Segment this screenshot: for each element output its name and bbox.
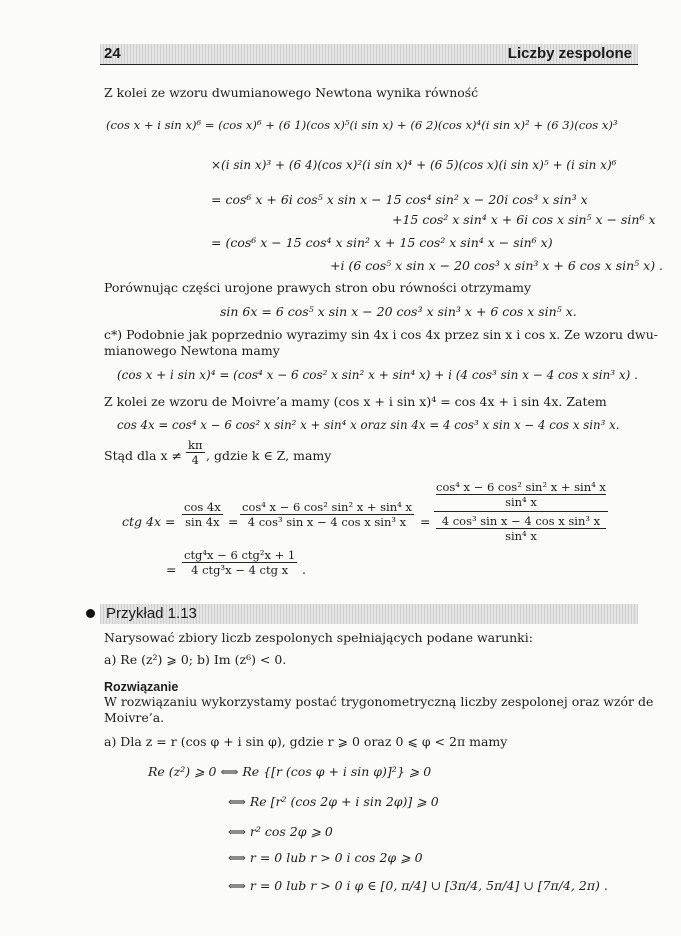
equation-line: +i (6 cos⁵ x sin x − 20 cos³ x sin³ x + 6 cos x sin⁵ x) . xyxy=(330,258,664,273)
equation-line: = (cos⁶ x − 15 cos⁴ x sin² x + 15 cos² x sin⁴ x − sin⁶ x) xyxy=(211,235,553,250)
equation-line: ⟺ r = 0 lub r > 0 i φ ∈ [0, π/4] ∪ [3π/4, 5π/4] ∪ [7π/4, 2π) . xyxy=(228,878,608,893)
period: . xyxy=(302,562,306,577)
equation-line: +15 cos² x sin⁴ x + 6i cos x sin⁵ x − sin⁶ x xyxy=(392,212,656,227)
ctg-lhs: ctg 4x = xyxy=(122,514,176,529)
solution-heading: Rozwiązanie xyxy=(104,680,179,694)
equals-sign: = xyxy=(228,514,239,529)
text-line: , gdzie k ∈ Z, mamy xyxy=(206,448,332,463)
text-line: W rozwiązaniu wykorzystamy postać trygonometryczną liczby zespolonej oraz wzór de xyxy=(104,694,654,709)
equals-sign: = xyxy=(420,514,431,529)
text-line: Z kolei ze wzoru dwumianowego Newtona wynika równość xyxy=(104,85,479,100)
text-line: Porównując części urojone prawych stron obu równości otrzymamy xyxy=(104,280,532,295)
running-header xyxy=(100,44,638,65)
equation-line: = cos⁶ x + 6i cos⁵ x sin x − 15 cos⁴ sin² x − 20i cos³ x sin³ x xyxy=(211,192,588,207)
equation-line: ⟺ r = 0 lub r > 0 i cos 2φ ⩾ 0 xyxy=(228,850,423,865)
page-number: 24 xyxy=(104,45,121,62)
equation-line: sin 6x = 6 cos⁵ x sin x − 20 cos³ x sin³ x + 6 cos x sin⁵ x. xyxy=(220,304,577,319)
compound-fraction: cos⁴ x − 6 cos² sin² x + sin⁴ x sin⁴ x 4 cos³ sin x − 4 cos x sin³ x sin⁴ x xyxy=(436,480,606,543)
fraction: $\frac{k\pi}{4}$ xyxy=(188,438,203,467)
equation-line: ⟺ r² cos 2φ ⩾ 0 xyxy=(228,824,333,839)
text-line: a) Re (z²) ⩾ 0; b) Im (z⁶) < 0. xyxy=(104,652,287,667)
fraction: $\frac{\cos 4x}{\sin 4x}$ xyxy=(184,500,221,529)
bullet-icon xyxy=(86,609,95,618)
text-line: Moivre’a. xyxy=(104,710,165,725)
fraction: ctg⁴x − 6 ctg²x + 1 4 ctg³x − 4 ctg x xyxy=(184,548,296,577)
example-label: Przykład 1.13 xyxy=(106,605,197,622)
equation-line: ⟺ Re [r² (cos 2φ + i sin 2φ)] ⩾ 0 xyxy=(228,794,439,809)
fraction: $\frac{\text{cos⁴ x − 6 cos² sin² x + sin⁴ x}}{\text{4 cos³ sin x − 4 cos x sin³ x}}$ xyxy=(242,500,412,529)
text-line: Narysować zbiory liczb zespolonych spełniających podane warunki: xyxy=(104,630,533,645)
equation-line: (cos x + i sin x)⁴ = (cos⁴ x − 6 cos² x sin² x + sin⁴ x) + i (4 cos³ sin x − 4 cos x sin³ x) . xyxy=(117,368,638,382)
equation-line: Re (z²) ⩾ 0 ⟺ Re {[r (cos φ + i sin φ)]²} ⩾ 0 xyxy=(148,764,432,779)
text-line: Z kolei ze wzoru de Moivre’a mamy (cos x + i sin x)⁴ = cos 4x + i sin 4x. Zatem xyxy=(104,394,607,409)
chapter-title: Liczby zespolone xyxy=(507,45,632,62)
equation-line: ×(i sin x)³ + (6 4)(cos x)²(i sin x)⁴ + (6 5)(cos x)(i sin x)⁵ + (i sin x)⁶ xyxy=(211,158,617,172)
equation-line: (cos x + i sin x)⁶ = (cos x)⁶ + (6 1)(cos x)⁵(i sin x) + (6 2)(cos x)⁴(i sin x)² + (6 3)(cos x)³ xyxy=(106,118,618,132)
equation-line: cos 4x = cos⁴ x − 6 cos² x sin² x + sin⁴ x oraz sin 4x = 4 cos³ x sin x − 4 cos x sin³ x. xyxy=(117,418,620,432)
text-line: a) Dla z = r (cos φ + i sin φ), gdzie r ⩾ 0 oraz 0 ⩽ φ < 2π mamy xyxy=(104,734,508,749)
text-line: mianowego Newtona mamy xyxy=(104,343,280,358)
equals-sign: = xyxy=(166,562,177,577)
text-line: c*) Podobnie jak poprzednio wyrazimy sin 4x i cos 4x przez sin x i cos x. Ze wzoru dwu- xyxy=(104,327,659,342)
text-line: Stąd dla x ≠ xyxy=(104,448,182,463)
example-header xyxy=(100,604,638,624)
